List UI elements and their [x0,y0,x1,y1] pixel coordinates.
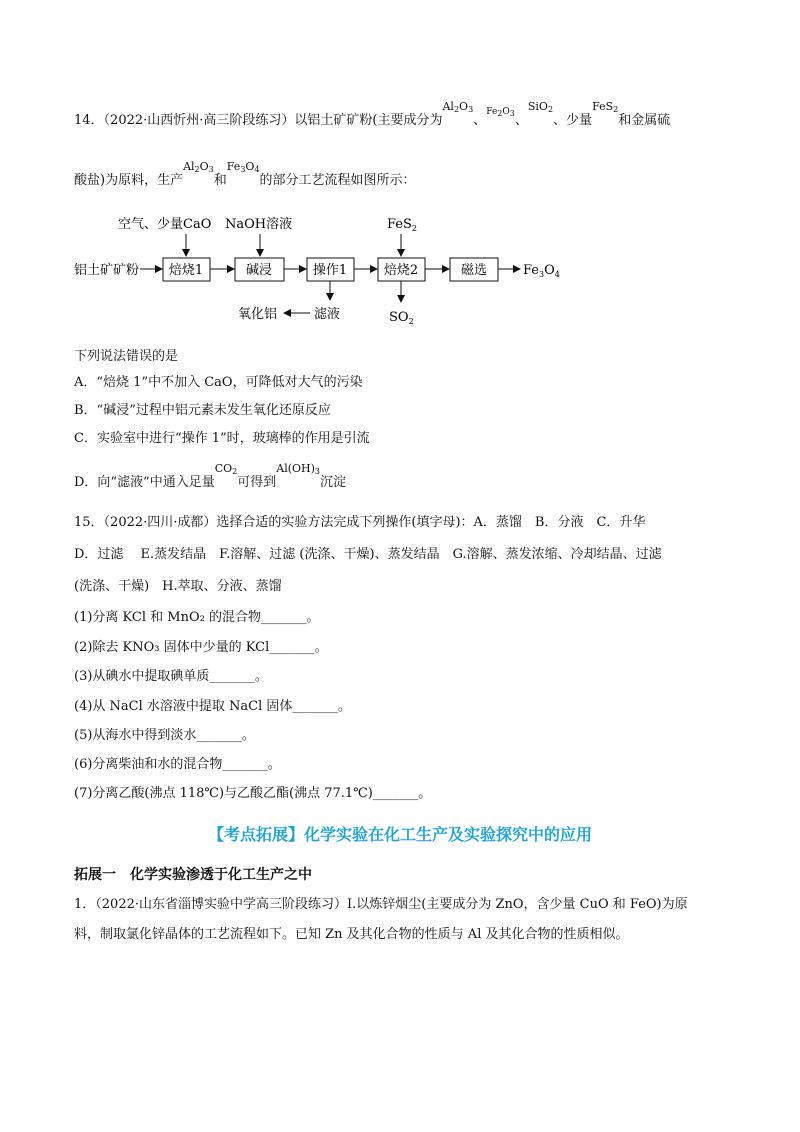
flow-box-alkali-leach-label: 碱浸 [245,263,273,278]
flow-box-operation1-label: 操作1 [312,263,348,278]
q14-source: （2022·山西忻州·高三阶段练习） [103,113,295,128]
p1-line1: 1．（2022·山东省淄博实验中学高三阶段练习）Ⅰ.以炼锌烟尘(主要成分为 ZnO，含少量 CuO 和 FeO)为原 [74,897,688,912]
q15-item3: (3)从碘水中提取碘单质_______。 [74,669,268,684]
formula-al2o3: $Al_2O_3$ [183,160,214,174]
formula-fe3o4: $Fe_3O_4$ [226,160,260,174]
formula-sio2: SiO$_2$ [527,100,554,114]
p1-line2: 料，制取氯化锌晶体的工艺流程如下。已知 Zn 及其化合物的性质与 Al 及其化合物的性质相似。 [74,927,629,942]
q14-option-d-a: D．向“滤液”中通入足量 [74,475,215,490]
q15-item6: (6)分离柴油和水的混合物_______。 [74,757,281,772]
separator: 、 [514,113,528,128]
q14-option-b: B．“碱浸”过程中铝元素未发生氧化还原反应 [74,403,331,418]
flow-top-air-cao: 空气、少量CaO [118,217,212,232]
q14-number: 14． [74,113,104,128]
flow-bottom-so2: $SO_2$ [389,310,414,326]
q14-option-c: C．实验室中进行“操作 1”时，玻璃棒的作用是引流 [74,431,370,446]
q14-line2-b: 的部分工艺流程如图所示： [259,173,416,188]
q14-option-d [74,462,347,495]
flow-box-magnetic-sep-label: 磁选 [460,263,488,278]
separator: 、少量 [553,113,593,128]
flow-top-naoh: NaOH溶液 [225,217,293,232]
q15-line3: (洗涤、干燥) H.萃取、分液、蒸馏 [74,579,282,594]
flow-svg [74,210,594,330]
q15-line1: 15．（2022·四川·成都）选择合适的实验方法完成下列操作(填字母)：A．蒸馏 B．分液 C．升华 [74,515,646,530]
q14-tail: 和金属硫 [618,113,671,128]
flow-product-fe3o4: $Fe_3O_4$ [523,263,560,279]
formula-fe2o3: $Fe_2O_3$ [486,107,515,118]
section-subheading: 拓展一 化学实验渗透于化工生产之中 [74,867,312,883]
q15-item7: (7)分离乙酸(沸点 118℃)与乙酸乙酯(沸点 77.1℃)_______。 [74,786,432,801]
process-flow-diagram [74,210,594,330]
flow-bottom-filtrate: 滤液 [314,307,341,322]
flow-top-fes2: FeS$_2$ [387,217,418,233]
q15-item2: (2)除去 KNO₃ 固体中少量的 KCl_______。 [74,640,328,655]
q14-option-a: A．“焙烧 1”中不加入 CaO，可降低对大气的污染 [74,375,363,390]
q14-line2-a: 酸盐)为原料，生产 [74,173,184,188]
formula-co2: $CO_2$ [214,462,238,476]
formula-al2o3: $Al_2O_3$ [442,100,474,114]
q15-item4: (4)从 NaCl 水溶液中提取 NaCl 固体_______。 [74,699,351,714]
q14-line2 [74,160,416,193]
flow-box-roast1-label: 焙烧1 [168,263,204,278]
flow-bottom-alumina: 氧化铝 [238,307,278,322]
q14-option-d-c: 沉淀 [320,475,347,490]
q14-line1 [74,100,671,133]
q14-option-d-b: 可得到 [237,475,277,490]
flow-start-bauxite: 铝土矿矿粉 [74,263,140,278]
formula-aloh3: $Al(OH)_3$ [276,462,321,476]
flow-box-roast2-label: 焙烧2 [383,263,419,278]
section-heading: 【考点拓展】化学实验在化工生产及实验探究中的应用 [207,825,592,844]
separator: 、 [473,113,487,128]
q14-question: 下列说法错误的是 [74,349,179,364]
q15-item1: (1)分离 KCl 和 MnO₂ 的混合物_______。 [74,610,320,625]
q15-item5: (5)从海水中得到淡水_______。 [74,728,255,743]
q15-line2: D．过滤 E.蒸发结晶 F.溶解、过滤 (洗涤、干燥)、蒸发结晶 G.溶解、蒸发浓缩、冷却结晶、过滤 [74,547,662,562]
formula-fes2: FeS$_2$ [592,100,619,114]
q14-and: 和 [213,173,227,188]
q14-intro: 以铝土矿矿粉(主要成分为 [294,113,443,128]
